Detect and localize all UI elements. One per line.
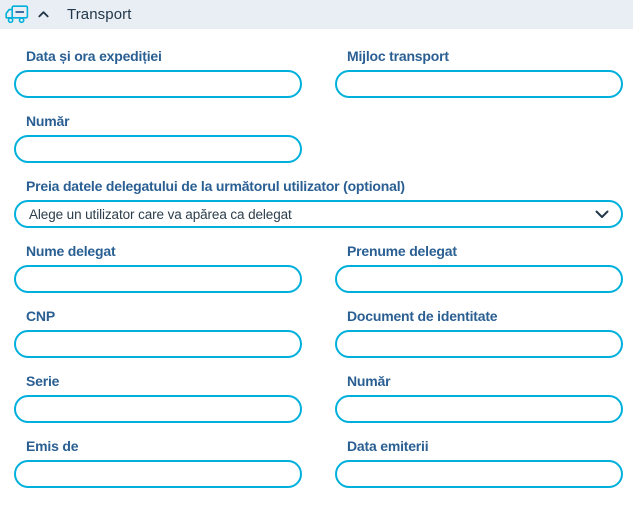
field-label: Mijloc transport (347, 48, 449, 64)
field-mijloc-transport (335, 48, 623, 98)
serie-input[interactable] (14, 395, 302, 423)
chevron-down-icon (595, 210, 609, 219)
field-label: Număr (26, 113, 70, 129)
field-label: CNP (26, 308, 55, 324)
field-numar-transport (14, 113, 302, 163)
data-ora-expeditiei-input[interactable] (14, 70, 302, 98)
field-label: Data emiterii (347, 438, 429, 454)
field-label: Data și ora expediției (26, 48, 162, 64)
prenume-delegat-input[interactable] (335, 265, 623, 293)
field-nume-delegat (14, 243, 302, 293)
chevron-up-icon[interactable] (37, 8, 50, 21)
field-delegate-select (14, 178, 623, 228)
delegate-select[interactable] (14, 200, 623, 228)
field-emis-de (14, 438, 302, 488)
field-label: Preia datele delegatului de la următorul utilizator (optional) (26, 178, 405, 194)
field-prenume-delegat (335, 243, 623, 293)
section-title: Transport (67, 6, 132, 23)
field-label: Număr (347, 373, 391, 389)
cnp-input[interactable] (14, 330, 302, 358)
field-data-emiterii (335, 438, 623, 488)
field-label: Prenume delegat (347, 243, 457, 259)
field-numar-document (335, 373, 623, 423)
document-identitate-input[interactable] (335, 330, 623, 358)
field-label: Serie (26, 373, 60, 389)
transport-form (0, 29, 633, 503)
data-emiterii-input[interactable] (335, 460, 623, 488)
mijloc-transport-input[interactable] (335, 70, 623, 98)
transport-section-header[interactable] (0, 0, 633, 29)
numar-transport-input[interactable] (14, 135, 302, 163)
field-document-identitate (335, 308, 623, 358)
numar-document-input[interactable] (335, 395, 623, 423)
nume-delegat-input[interactable] (14, 265, 302, 293)
truck-icon (5, 5, 29, 24)
delegate-select-value: Alege un utilizator care va apărea ca delegat (29, 206, 292, 222)
field-label: Emis de (26, 438, 79, 454)
field-data-ora-expeditiei (14, 48, 302, 98)
field-label: Document de identitate (347, 308, 498, 324)
field-label: Nume delegat (26, 243, 116, 259)
field-cnp (14, 308, 302, 358)
emis-de-input[interactable] (14, 460, 302, 488)
field-serie (14, 373, 302, 423)
